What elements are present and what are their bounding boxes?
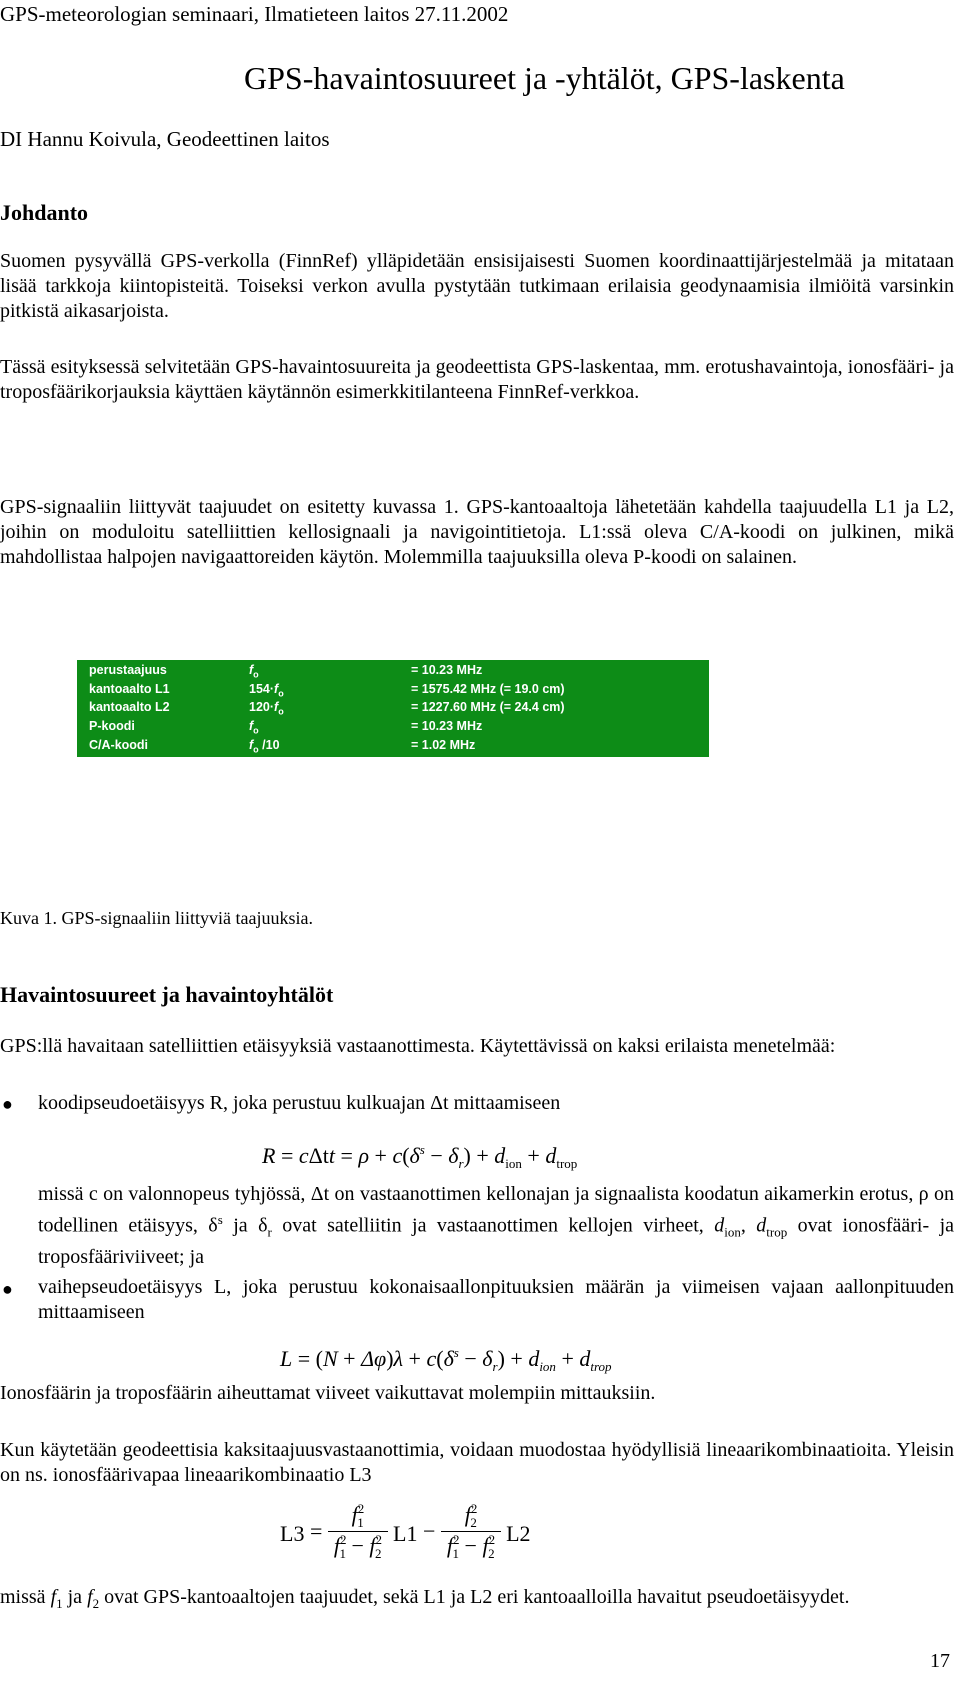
- frequency-name: C/A-koodi: [89, 737, 149, 752]
- frequency-row: [89, 738, 565, 757]
- frequency-value: = 1227.60 MHz (= 24.4 cm): [411, 700, 565, 715]
- frequency-value: = 10.23 MHz: [411, 719, 483, 734]
- frequency-formula: $f_o$ /10: [249, 737, 280, 755]
- page-title: GPS-havaintosuureet ja -yhtälöt, GPS-laskenta: [244, 60, 845, 96]
- frequency-name: P-koodi: [89, 719, 135, 734]
- observables-heading: Havaintosuureet ja havaintoyhtälöt: [0, 982, 334, 1007]
- frequency-name: kantoaalto L1: [89, 681, 170, 696]
- observables-paragraph-1: GPS:llä havaitaan satelliittien etäisyyksiä vastaanottimesta. Käytettävissä on kaksi erilaista menetelmää:: [0, 1035, 836, 1057]
- equation-ionofree-l3: L3 = $\frac{f^2_1}{f^2_1 - f^2_2}$ L1 − $\frac{f^2_2}{f^2_1 - f^2_2}$ L2: [280, 1501, 531, 1561]
- intro-heading: Johdanto: [0, 200, 89, 225]
- intro-paragraph-2: Tässä esityksessä selvitetään GPS-havaintosuureita ja geodeettista GPS-laskentaa, mm. erotushavaintoja, ionosfääri- ja troposfäärikorjauksia käyttäen käytännön esimerkkitilanteena FinnRef-verkkoa.: [0, 356, 954, 403]
- frequency-figure: [77, 660, 709, 774]
- frequency-row: [89, 682, 565, 701]
- bullet-code-pseudorange: koodipseudoetäisyys R, joka perustuu kulkuajan Δt mittaamiseen: [38, 1092, 561, 1114]
- page-number: 17: [930, 1650, 950, 1672]
- figure-caption: Kuva 1. GPS-signaaliin liittyviä taajuuksia.: [0, 908, 313, 928]
- frequency-formula: $f_o$: [249, 719, 259, 736]
- frequency-row: [89, 700, 565, 719]
- observables-paragraph-2: Ionosfäärin ja troposfäärin aiheuttamat viiveet vaikuttavat molempiin mittauksiin.: [0, 1382, 656, 1404]
- explain-code-pseudorange: missä c on valonnopeus tyhjössä, Δt on vastaanottimen kellonajan ja signaalista koodatun aikamerkin erotus, ρ on todellinen etäisyys, $\delta^s$ ja $\delta_r$ ovat satelliitin ja vastaanottimen kellojen virheet, $d_{ion}$, $d_{trop}$ ovat ionosfääri- ja troposfääriviiveet; ja: [38, 1183, 955, 1268]
- frequency-name: navigointiviesti: [89, 756, 180, 771]
- author-line: DI Hannu Koivula, Geodeettinen laitos: [0, 127, 330, 151]
- frequency-row: [89, 719, 565, 738]
- frequency-formula: $120\cdot f_o$: [249, 700, 284, 717]
- frequency-value: = 10.23 MHz: [411, 663, 483, 677]
- frequency-row: [89, 757, 565, 776]
- frequency-value: = 50.00 Hz: [411, 756, 472, 771]
- observables-paragraph-3: Kun käytetään geodeettisia kaksitaajuusvastaanottimia, voidaan muodostaa hyödyllisiä lineaarikombinaatioita. Yleisin on ns. ionosfäärivapaa lineaarikombinaatio L3: [0, 1439, 954, 1486]
- frequency-table: [89, 663, 565, 775]
- frequency-name: kantoaalto L2: [89, 700, 170, 715]
- frequency-name: perustaajuus: [89, 663, 167, 677]
- seminar-header: GPS-meteorologian seminaari, Ilmatieteen laitos 27.11.2002: [0, 2, 509, 26]
- bullet-phase-pseudorange: vaihepseudoetäisyys L, joka perustuu kokonaisaallonpituuksien määrän ja viimeisen vajaan aallonpituuden mittaamiseen: [38, 1276, 954, 1323]
- frequency-formula: $f_o$: [249, 663, 259, 680]
- equation-code-pseudorange: $R = c\Delta tt = \rho + c(\delta^s - \delta_r) + d_{ion} + d_{trop}$: [262, 1142, 578, 1171]
- frequency-formula: $154\cdot f_o$: [249, 681, 284, 699]
- frequency-row: [89, 663, 565, 682]
- intro-paragraph-3: GPS-signaaliin liittyvät taajuudet on esitetty kuvassa 1. GPS-kantoaaltoja lähetetään kahdella taajuudella L1 ja L2, joihin on moduloitu satelliittien kellosignaali ja navigointitietoja. L1:ssä oleva C/A-koodi on julkinen, mikä mahdollistaa halpojen navigaattoreiden käytön. Molemmilla taajuuksilla oleva P-koodi on salainen.: [0, 496, 954, 568]
- bullet-icon: ●: [2, 1279, 13, 1299]
- intro-paragraph-1: Suomen pysyvällä GPS-verkolla (FinnRef) ylläpidetään ensisijaisesti Suomen koordinaattijärjestelmää ja mitataan lisää tarkkoja kiintopisteitä. Toiseksi verkon avulla pystytään tutkimaan erilaisia geodynaamisia ilmiöitä varsinkin pitkistä aikasarjoista.: [0, 250, 954, 322]
- observables-paragraph-4: missä $f_1$ ja $f_2$ ovat GPS-kantoaaltojen taajuudet, sekä L1 ja L2 eri kantoaalloilla havaitut pseudoetäisyydet.: [0, 1586, 850, 1611]
- equation-phase-pseudorange: $L = (N + \Delta\varphi)\lambda + c(\delta^s - \delta_r) + d_{ion} + d_{trop}$: [280, 1345, 612, 1374]
- frequency-formula: $f_o$ /204600: [249, 756, 308, 774]
- frequency-value: = 1575.42 MHz (= 19.0 cm): [411, 681, 565, 696]
- frequency-value: = 1.02 MHz: [411, 737, 476, 752]
- bullet-icon: ●: [2, 1094, 13, 1114]
